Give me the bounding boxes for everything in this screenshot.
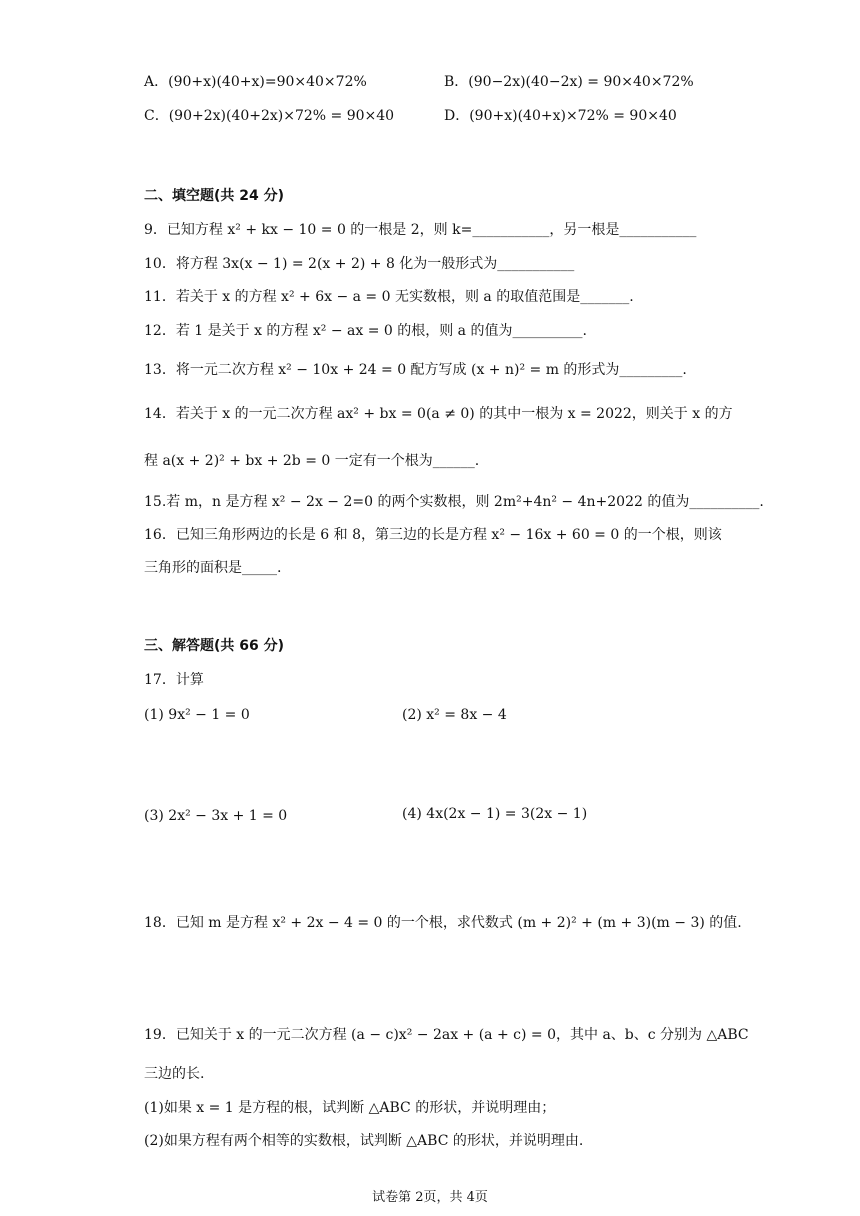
option-d: D．(90+x)(40+x)×72% = 90×40 [444,108,677,124]
question-17-part3: (3) 2x² − 3x + 1 = 0 [144,808,288,824]
question-19-part1: (1)如果 x = 1 是方程的根，试判断 △ABC 的形状，并说明理由； [144,1100,556,1116]
page-footer: 试卷第 2页，共 4页 [372,1190,488,1205]
question-17-part2: (2) x² = 8x − 4 [402,707,507,723]
question-14-line1: 14．若关于 x 的一元二次方程 ax² + bx = 0(a ≠ 0) 的其中一根为 x = 2022，则关于 x 的方 [144,406,733,422]
question-16-line1: 16．已知三角形两边的长是 6 和 8，第三边的长是方程 x² − 16x + 60 = 0 的一个根，则该 [144,527,722,543]
question-10: 10．将方程 3x(x − 1) = 2(x + 2) + 8 化为一般形式为___________ [144,256,575,272]
option-a: A．(90+x)(40+x)=90×40×72% [144,74,367,90]
section-title-fill-blank: 二、填空题(共 24 分) [144,188,285,204]
question-17-part4: (4) 4x(2x − 1) = 3(2x − 1) [402,806,588,822]
section-title-answer: 三、解答题(共 66 分) [144,638,285,654]
question-14-line2: 程 a(x + 2)² + bx + 2b = 0 一定有一个根为______. [144,453,480,469]
question-9: 9．已知方程 x² + kx − 10 = 0 的一根是 2，则 k=___________，另一根是___________ [144,222,697,238]
question-18: 18．已知 m 是方程 x² + 2x − 4 = 0 的一个根，求代数式 (m + 2)² + (m + 3)(m − 3) 的值. [144,915,742,931]
option-b: B．(90−2x)(40−2x) = 90×40×72% [444,74,694,90]
question-19-part2: (2)如果方程有两个相等的实数根，试判断 △ABC 的形状，并说明理由. [144,1133,584,1149]
question-11: 11．若关于 x 的方程 x² + 6x − a = 0 无实数根，则 a 的取值范围是_______. [144,289,634,305]
question-15: 15.若 m，n 是方程 x² − 2x − 2=0 的两个实数根，则 2m²+4n² − 4n+2022 的值为__________. [144,494,764,510]
question-13: 13．将一元二次方程 x² − 10x + 24 = 0 配方写成 (x + n)² = m 的形式为_________. [144,362,687,378]
question-19-line1: 19．已知关于 x 的一元二次方程 (a − c)x² − 2ax + (a + c) = 0，其中 a、b、c 分别为 △ABC [144,1027,749,1043]
question-12: 12．若 1 是关于 x 的方程 x² − ax = 0 的根，则 a 的值为__________. [144,323,587,339]
question-19-line2: 三边的长. [144,1066,205,1082]
question-16-line2: 三角形的面积是_____. [144,560,282,576]
question-17: 17．计算 [144,672,204,688]
option-c: C．(90+2x)(40+2x)×72% = 90×40 [144,108,395,124]
question-17-part1: (1) 9x² − 1 = 0 [144,707,250,723]
